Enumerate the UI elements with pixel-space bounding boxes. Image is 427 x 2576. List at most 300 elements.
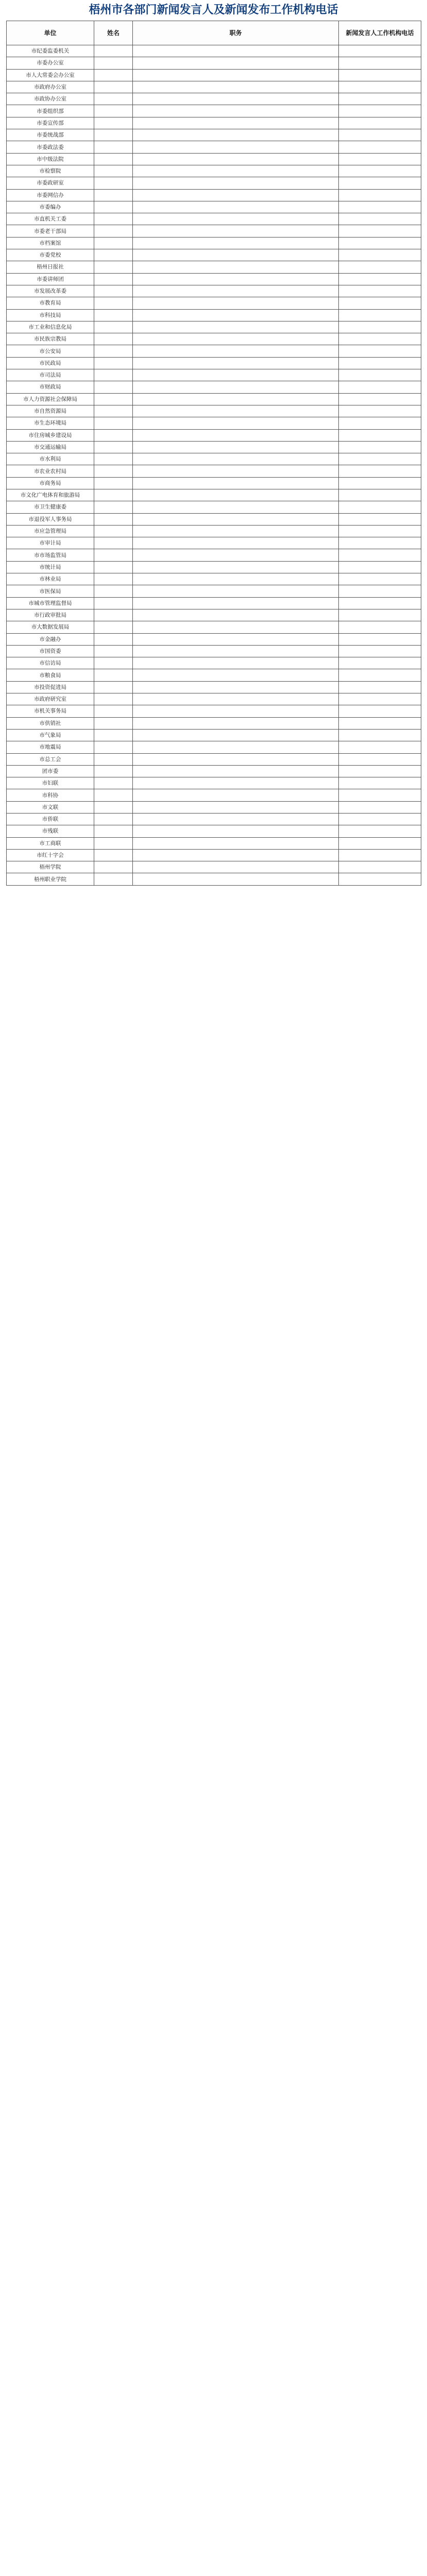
phone-cell [339,561,421,573]
table-row [7,297,421,309]
post-cell [133,249,339,261]
unit-cell: 市政府办公室 [7,81,94,93]
table-row [7,81,421,93]
post-cell [133,729,339,741]
phone-cell [339,501,421,513]
phone-cell [339,789,421,801]
post-cell [133,345,339,357]
table-row [7,669,421,681]
name-cell [94,573,133,585]
phone-cell [339,345,421,357]
unit-cell: 市医保局 [7,585,94,597]
unit-cell: 梧州学院 [7,861,94,873]
phone-cell [339,225,421,237]
name-cell [94,129,133,141]
unit-cell: 市委网信办 [7,189,94,201]
unit-cell: 市行政审批局 [7,609,94,621]
phone-cell [339,177,421,189]
unit-cell: 市文化广电体育和旅游局 [7,489,94,501]
post-cell [133,477,339,489]
name-cell [94,405,133,417]
unit-cell: 市农业农村局 [7,465,94,477]
phone-cell [339,189,421,201]
table-row [7,165,421,177]
table-row [7,741,421,753]
table-row [7,141,421,153]
name-cell [94,873,133,885]
table-row [7,453,421,465]
name-cell [94,45,133,57]
name-cell [94,417,133,429]
name-cell [94,429,133,441]
unit-cell: 市卫生健康委 [7,501,94,513]
table-row [7,69,421,81]
post-cell [133,837,339,849]
post-cell [133,357,339,369]
unit-cell: 市地震局 [7,741,94,753]
table-header-row [7,21,421,45]
name-cell [94,93,133,105]
table-row [7,321,421,333]
table-row [7,501,421,513]
unit-cell: 市检察院 [7,165,94,177]
post-cell [133,153,339,165]
name-cell [94,609,133,621]
unit-cell: 梧州日报社 [7,261,94,273]
name-cell [94,525,133,537]
unit-cell: 市直机关工委 [7,213,94,225]
post-cell [133,525,339,537]
phone-cell [339,693,421,705]
table-row [7,309,421,321]
unit-cell: 市教育局 [7,297,94,309]
unit-cell: 市人力资源社会保障局 [7,393,94,405]
post-cell [133,801,339,813]
table-row [7,777,421,789]
name-cell [94,741,133,753]
post-cell [133,537,339,549]
name-cell [94,597,133,609]
table-row [7,225,421,237]
name-cell [94,765,133,777]
unit-cell: 市委讲师团 [7,273,94,285]
phone-cell [339,657,421,669]
post-cell [133,549,339,561]
unit-cell: 市交通运输局 [7,441,94,453]
name-cell [94,801,133,813]
table-row [7,537,421,549]
post-cell [133,405,339,417]
name-cell [94,273,133,285]
post-cell [133,621,339,633]
table-row [7,861,421,873]
table-row [7,513,421,525]
phone-cell [339,141,421,153]
name-cell [94,441,133,453]
table-row [7,249,421,261]
post-cell [133,609,339,621]
post-cell [133,489,339,501]
table-row [7,585,421,597]
phone-cell [339,93,421,105]
phone-cell [339,525,421,537]
name-cell [94,177,133,189]
name-cell [94,489,133,501]
table-row [7,597,421,609]
unit-cell: 市委政研室 [7,177,94,189]
post-cell [133,657,339,669]
unit-cell: 市退役军人事务局 [7,513,94,525]
post-cell [133,321,339,333]
phone-cell [339,777,421,789]
unit-cell: 市水利局 [7,453,94,465]
table-row [7,633,421,645]
table-row [7,849,421,861]
table-row [7,489,421,501]
unit-cell: 市住房城乡建设局 [7,429,94,441]
name-cell [94,333,133,345]
table-row [7,621,421,633]
phone-cell [339,537,421,549]
phone-cell [339,465,421,477]
name-cell [94,393,133,405]
unit-cell: 市自然资源局 [7,405,94,417]
unit-cell: 市残联 [7,825,94,837]
unit-cell: 市政府研究室 [7,693,94,705]
table-row [7,441,421,453]
name-cell [94,501,133,513]
table-row [7,681,421,693]
unit-cell: 市投资促进局 [7,681,94,693]
unit-cell: 市金融办 [7,633,94,645]
unit-cell: 市粮食局 [7,669,94,681]
table-row [7,429,421,441]
phone-cell [339,129,421,141]
unit-cell: 市民族宗教局 [7,333,94,345]
table-row [7,801,421,813]
phone-cell [339,729,421,741]
post-cell [133,645,339,657]
name-cell [94,837,133,849]
unit-cell: 市文联 [7,801,94,813]
phone-cell [339,669,421,681]
post-cell [133,369,339,381]
phone-cell [339,321,421,333]
phone-cell [339,309,421,321]
phone-cell [339,405,421,417]
name-cell [94,705,133,717]
unit-cell: 市档案馆 [7,237,94,249]
table-body [7,45,421,886]
post-cell [133,513,339,525]
post-cell [133,261,339,273]
table-row [7,201,421,213]
phone-cell [339,453,421,465]
post-cell [133,333,339,345]
name-cell [94,237,133,249]
table-row [7,381,421,393]
name-cell [94,357,133,369]
name-cell [94,633,133,645]
table-row [7,657,421,669]
phone-cell [339,429,421,441]
unit-cell: 市城市管理监督局 [7,597,94,609]
post-cell [133,669,339,681]
name-cell [94,681,133,693]
unit-cell: 市政协办公室 [7,93,94,105]
table-row [7,333,421,345]
unit-cell: 团市委 [7,765,94,777]
phone-cell [339,165,421,177]
name-cell [94,105,133,117]
post-cell [133,861,339,873]
unit-cell: 市工业和信息化局 [7,321,94,333]
phone-cell [339,801,421,813]
unit-cell: 市商务局 [7,477,94,489]
phone-cell [339,513,421,525]
phone-cell [339,201,421,213]
phone-cell [339,633,421,645]
unit-cell: 市应急管理局 [7,525,94,537]
post-cell [133,585,339,597]
post-cell [133,69,339,81]
unit-cell: 市委编办 [7,201,94,213]
unit-cell: 市司法局 [7,369,94,381]
name-cell [94,513,133,525]
header-unit: 单位 [7,21,94,45]
phone-cell [339,741,421,753]
post-cell [133,705,339,717]
phone-cell [339,849,421,861]
phone-cell [339,549,421,561]
phone-cell [339,681,421,693]
table-row [7,705,421,717]
unit-cell: 市气象局 [7,729,94,741]
phone-cell [339,861,421,873]
table-row [7,45,421,57]
name-cell [94,117,133,129]
post-cell [133,93,339,105]
phone-cell [339,285,421,297]
table-row [7,417,421,429]
post-cell [133,681,339,693]
post-cell [133,693,339,705]
phone-cell [339,333,421,345]
table-row [7,405,421,417]
table-row [7,645,421,657]
name-cell [94,201,133,213]
post-cell [133,873,339,885]
name-cell [94,81,133,93]
post-cell [133,573,339,585]
phone-cell [339,261,421,273]
table-row [7,177,421,189]
table-row [7,573,421,585]
table-row [7,717,421,729]
post-cell [133,777,339,789]
post-cell [133,393,339,405]
phone-cell [339,81,421,93]
name-cell [94,297,133,309]
unit-cell: 市民政局 [7,357,94,369]
post-cell [133,441,339,453]
table-row [7,465,421,477]
post-cell [133,177,339,189]
unit-cell: 市委统战部 [7,129,94,141]
page-title: 梧州市各部门新闻发言人及新闻发布工作机构电话 [89,4,338,16]
post-cell [133,501,339,513]
phone-cell [339,237,421,249]
table-row [7,525,421,537]
unit-cell: 市侨联 [7,814,94,825]
name-cell [94,777,133,789]
header-post: 职务 [133,21,339,45]
post-cell [133,597,339,609]
post-cell [133,753,339,765]
unit-cell: 市委老干部局 [7,225,94,237]
table-row [7,93,421,105]
phone-cell [339,357,421,369]
name-cell [94,309,133,321]
post-cell [133,633,339,645]
phone-cell [339,477,421,489]
post-cell [133,429,339,441]
name-cell [94,657,133,669]
post-cell [133,129,339,141]
unit-cell: 市委党校 [7,249,94,261]
name-cell [94,693,133,705]
phone-cell [339,381,421,393]
post-cell [133,309,339,321]
name-cell [94,213,133,225]
post-cell [133,189,339,201]
post-cell [133,561,339,573]
name-cell [94,621,133,633]
table-row [7,153,421,165]
phone-cell [339,717,421,729]
table-row [7,57,421,69]
post-cell [133,81,339,93]
phone-cell [339,297,421,309]
name-cell [94,729,133,741]
post-cell [133,381,339,393]
table-row [7,105,421,117]
table-row [7,129,421,141]
phone-cell [339,753,421,765]
phone-cell [339,489,421,501]
unit-cell: 市委办公室 [7,57,94,69]
phone-cell [339,873,421,885]
name-cell [94,585,133,597]
unit-cell: 市委组织部 [7,105,94,117]
table-row [7,189,421,201]
post-cell [133,825,339,837]
name-cell [94,753,133,765]
name-cell [94,789,133,801]
post-cell [133,814,339,825]
phone-cell [339,814,421,825]
unit-cell: 市财政局 [7,381,94,393]
phone-cell [339,441,421,453]
post-cell [133,285,339,297]
table-row [7,369,421,381]
table-row [7,261,421,273]
name-cell [94,717,133,729]
post-cell [133,849,339,861]
phone-cell [339,69,421,81]
post-cell [133,201,339,213]
table-row [7,693,421,705]
table-row [7,789,421,801]
post-cell [133,417,339,429]
name-cell [94,285,133,297]
name-cell [94,861,133,873]
name-cell [94,369,133,381]
phone-cell [339,825,421,837]
unit-cell: 市统计局 [7,561,94,573]
name-cell [94,814,133,825]
name-cell [94,849,133,861]
post-cell [133,165,339,177]
unit-cell: 市委政法委 [7,141,94,153]
name-cell [94,69,133,81]
phone-cell [339,45,421,57]
unit-cell: 市林业局 [7,573,94,585]
table-row [7,285,421,297]
phone-cell [339,273,421,285]
phone-cell [339,105,421,117]
phone-cell [339,369,421,381]
phone-cell [339,573,421,585]
name-cell [94,537,133,549]
name-cell [94,57,133,69]
phone-cell [339,585,421,597]
name-cell [94,189,133,201]
header-name: 姓名 [94,21,133,45]
post-cell [133,765,339,777]
name-cell [94,549,133,561]
phone-cell [339,213,421,225]
table-row [7,393,421,405]
unit-cell: 市机关事务局 [7,705,94,717]
post-cell [133,225,339,237]
header-phone: 新闻发言人工作机构电话 [339,21,421,45]
post-cell [133,213,339,225]
post-cell [133,717,339,729]
phone-cell [339,765,421,777]
phone-cell [339,705,421,717]
post-cell [133,789,339,801]
post-cell [133,237,339,249]
name-cell [94,825,133,837]
unit-cell: 市信访局 [7,657,94,669]
unit-cell: 市纪委监委机关 [7,45,94,57]
phone-cell [339,57,421,69]
table-row [7,273,421,285]
name-cell [94,225,133,237]
table-row [7,561,421,573]
unit-cell: 市市场监管局 [7,549,94,561]
post-cell [133,741,339,753]
name-cell [94,261,133,273]
table-row [7,477,421,489]
unit-cell: 市公安局 [7,345,94,357]
post-cell [133,141,339,153]
post-cell [133,105,339,117]
name-cell [94,345,133,357]
unit-cell: 市总工会 [7,753,94,765]
post-cell [133,117,339,129]
